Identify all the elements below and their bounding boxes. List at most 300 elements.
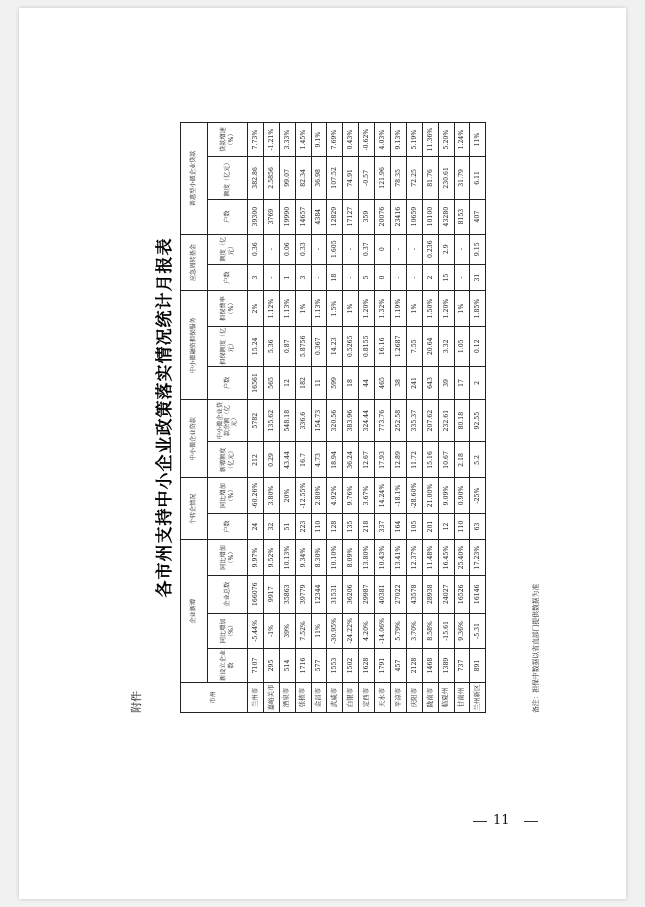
city-cell: 临夏州 <box>438 683 454 713</box>
table-cell: 4.73 <box>311 442 327 478</box>
city-cell: 张掖市 <box>295 683 311 713</box>
table-cell: 1.50% <box>422 291 438 326</box>
table-cell: 1.20% <box>438 291 454 326</box>
table-cell: -1.21% <box>263 123 279 157</box>
table-cell: 12.89 <box>391 442 407 478</box>
header-group-guarantee: 中小微融资担保服务 <box>181 291 208 399</box>
table-cell: 72.25 <box>406 157 422 199</box>
table-cell: 51 <box>279 513 295 540</box>
table-cell: 207.62 <box>422 399 438 441</box>
table-cell: 457 <box>391 648 407 682</box>
table-cell: 3.70% <box>406 613 422 648</box>
table-cell: 8.58% <box>422 613 438 648</box>
table-cell: 5.79% <box>391 613 407 648</box>
table-cell: 20076 <box>375 199 391 234</box>
table-cell: 81.76 <box>422 157 438 199</box>
table-cell: 0.43% <box>343 123 359 157</box>
table-cell: 11% <box>311 613 327 648</box>
city-cell: 金昌市 <box>311 683 327 713</box>
table-cell: 0.90% <box>454 478 470 513</box>
table-cell: 1468 <box>422 648 438 682</box>
table-cell: 154.73 <box>311 399 327 441</box>
table-cell: 336.6 <box>295 399 311 441</box>
table-cell: 223 <box>295 513 311 540</box>
city-cell: 平凉市 <box>391 683 407 713</box>
table-cell: 9.13% <box>391 123 407 157</box>
table-cell: 12829 <box>327 199 343 234</box>
table-cell: 252.58 <box>391 399 407 441</box>
table-cell: 9.76% <box>343 478 359 513</box>
table-row <box>343 123 359 713</box>
table-cell: 4.03% <box>375 123 391 157</box>
table-cell: 7107 <box>248 648 264 682</box>
table-cell: 16526 <box>454 575 470 613</box>
table-row <box>438 123 454 713</box>
table-cell: 4.92% <box>327 478 343 513</box>
table-cell: 0.29 <box>263 442 279 478</box>
table-row <box>406 123 422 713</box>
city-cell: 兰州新区 <box>470 683 486 713</box>
table-row <box>311 123 327 713</box>
table-cell: 3 <box>248 264 264 291</box>
table-cell: 5.2 <box>470 442 486 478</box>
table-cell: -18.1% <box>391 478 407 513</box>
table-cell: 218 <box>359 513 375 540</box>
table-cell: 2 <box>470 366 486 399</box>
city-cell: 白银市 <box>343 683 359 713</box>
table-cell: -28.60% <box>406 478 422 513</box>
table-cell: 1.32% <box>375 291 391 326</box>
table-cell: 16146 <box>470 575 486 613</box>
table-cell: 407 <box>470 199 486 234</box>
table-cell: 5 <box>359 264 375 291</box>
table-cell: 164 <box>391 513 407 540</box>
table-cell: - <box>406 264 422 291</box>
table-cell: 32 <box>263 513 279 540</box>
table-cell: 11.48% <box>422 540 438 575</box>
table-cell: - <box>391 234 407 264</box>
table-cell: 1.05 <box>454 326 470 366</box>
city-cell: 酒泉市 <box>279 683 295 713</box>
table-cell: 12.67 <box>359 442 375 478</box>
table-cell: 43578 <box>406 575 422 613</box>
table-cell: - <box>263 234 279 264</box>
table-cell: 2 <box>422 264 438 291</box>
table-cell: - <box>406 234 422 264</box>
table-cell: 1.13% <box>279 291 295 326</box>
table-cell: 1.605 <box>327 234 343 264</box>
table-cell: 1.2687 <box>391 326 407 366</box>
table-cell: 891 <box>470 648 486 682</box>
table-cell: 24027 <box>438 575 454 613</box>
table-cell: 10.43% <box>375 540 391 575</box>
table-cell: 39779 <box>295 575 311 613</box>
table-cell: 4.20% <box>359 613 375 648</box>
table-cell: 12.37% <box>406 540 422 575</box>
table-cell: 10.13% <box>279 540 295 575</box>
table-cell: 31.79 <box>454 157 470 199</box>
rotated-report <box>128 122 568 713</box>
table-cell: 10.10% <box>327 540 343 575</box>
table-cell: 39300 <box>248 199 264 234</box>
table-cell: 2128 <box>406 648 422 682</box>
table-cell: 0.33 <box>295 234 311 264</box>
footnote: 备注：担保中数据以省直部门提供数据为准 <box>532 583 540 713</box>
table-cell: 3 <box>295 264 311 291</box>
table-cell: 0.36 <box>248 234 264 264</box>
table-cell: 74.91 <box>343 157 359 199</box>
header-group-enterprise: 企业新增 <box>181 540 208 683</box>
table-cell: - <box>454 234 470 264</box>
page-number-dash-right <box>524 821 538 822</box>
table-cell: 1% <box>406 291 422 326</box>
table-cell: 6.11 <box>470 157 486 199</box>
column-header: 同比增加（%） <box>208 478 248 513</box>
table-cell: 12 <box>279 366 295 399</box>
table-cell: -24.22% <box>343 613 359 648</box>
table-cell: 737 <box>454 648 470 682</box>
table-cell: - <box>343 264 359 291</box>
table-cell: 548.18 <box>279 399 295 441</box>
table-cell: 2% <box>248 291 264 326</box>
table-cell: 16561 <box>248 366 264 399</box>
table-cell: 12 <box>438 513 454 540</box>
column-header: 额度（亿元） <box>208 157 248 199</box>
table-cell: 17.23% <box>470 540 486 575</box>
table-cell: -0.57 <box>359 157 375 199</box>
header-city: 市州 <box>181 683 248 713</box>
table-cell: 28938 <box>422 575 438 613</box>
table-cell: 212 <box>248 442 264 478</box>
city-cell: 甘南州 <box>454 683 470 713</box>
header-group-bridge: 应急周转基金 <box>181 234 208 291</box>
table-cell: 1.12% <box>263 291 279 326</box>
table-cell: 82.34 <box>295 157 311 199</box>
table-cell: 1.20% <box>359 291 375 326</box>
table-cell: 16.16 <box>375 326 391 366</box>
table-cell: 337 <box>375 513 391 540</box>
table-cell: -0.62% <box>359 123 375 157</box>
table-row <box>454 123 470 713</box>
table-cell: 1553 <box>327 648 343 682</box>
column-header: 户数 <box>208 513 248 540</box>
table-row <box>470 123 486 713</box>
table-cell: 107.52 <box>327 157 343 199</box>
table-cell: 3769 <box>263 199 279 234</box>
table-cell: 92.55 <box>470 399 486 441</box>
table-cell: 1502 <box>343 648 359 682</box>
table-cell: - <box>391 264 407 291</box>
header-group-inclusive: 普惠型小微企业贷款 <box>181 123 208 235</box>
table-cell: 18 <box>327 264 343 291</box>
table-cell: 135 <box>343 513 359 540</box>
table-cell: 3.67% <box>359 478 375 513</box>
table-row <box>263 123 279 713</box>
table-cell: 5.19% <box>406 123 422 157</box>
table-cell: 465 <box>375 366 391 399</box>
table-cell: 0.06 <box>279 234 295 264</box>
table-cell: 105 <box>406 513 422 540</box>
table-cell: 2.80% <box>311 478 327 513</box>
table-cell: 9.97% <box>248 540 264 575</box>
table-cell: 2.18 <box>454 442 470 478</box>
table-cell: 0.236 <box>422 234 438 264</box>
table-cell: 1.19% <box>391 291 407 326</box>
table-cell: 13.41% <box>391 540 407 575</box>
table-cell: 382.86 <box>248 157 264 199</box>
column-header: 中小微企业贷款余额（亿元） <box>208 399 248 441</box>
table-cell: 3.32 <box>438 326 454 366</box>
table-cell: 5782 <box>248 399 264 441</box>
table-cell: 232.61 <box>438 399 454 441</box>
table-cell: 3.33% <box>279 123 295 157</box>
table-cell: 643 <box>422 366 438 399</box>
table-cell: 9.09% <box>438 478 454 513</box>
table-cell: 35863 <box>279 575 295 613</box>
city-cell: 兰州市 <box>248 683 264 713</box>
table-row <box>422 123 438 713</box>
table-cell: 0.367 <box>311 326 327 366</box>
table-cell: 0 <box>375 234 391 264</box>
city-cell: 嘉峪关市 <box>263 683 279 713</box>
table-cell: 3.80% <box>263 478 279 513</box>
table-cell: - <box>263 264 279 291</box>
table-cell: 128 <box>327 513 343 540</box>
table-cell: 166076 <box>248 575 264 613</box>
table-cell: -5.44% <box>248 613 264 648</box>
report-title: 各市州支持中小企业政策落实情况统计月报表 <box>155 237 175 598</box>
table-cell: 14.24% <box>375 478 391 513</box>
table-cell: 135.62 <box>263 399 279 441</box>
table-cell: 1.13% <box>311 291 327 326</box>
column-header: 户数 <box>208 366 248 399</box>
table-cell: 359 <box>359 199 375 234</box>
table-cell: 241 <box>406 366 422 399</box>
table-cell: 320.56 <box>327 399 343 441</box>
table-cell: - <box>454 264 470 291</box>
table-cell: 14657 <box>295 199 311 234</box>
table-cell: 773.76 <box>375 399 391 441</box>
table-cell: -30.95% <box>327 613 343 648</box>
city-cell: 天水市 <box>375 683 391 713</box>
table-cell: 10.67 <box>438 442 454 478</box>
table-cell: 1791 <box>375 648 391 682</box>
header-group-individual: 个转企情况 <box>181 478 208 540</box>
table-cell: 1% <box>343 291 359 326</box>
table-cell: 44 <box>359 366 375 399</box>
table-cell: 565 <box>263 366 279 399</box>
table-cell: -1% <box>263 613 279 648</box>
table-cell: 201 <box>422 513 438 540</box>
table-cell: 17 <box>454 366 470 399</box>
table-cell: 29987 <box>359 575 375 613</box>
table-cell: 7.55 <box>406 326 422 366</box>
table-cell: 11.36% <box>422 123 438 157</box>
table-cell: 1716 <box>295 648 311 682</box>
table-cell: 14.23 <box>327 326 343 366</box>
table-cell: 9.1% <box>311 123 327 157</box>
page-number-dash-left <box>473 821 487 822</box>
table-cell: 2.9 <box>438 234 454 264</box>
table-cell: 10100 <box>422 199 438 234</box>
table-cell: 7.73% <box>248 123 264 157</box>
table-cell: 27022 <box>391 575 407 613</box>
table-cell: 36206 <box>343 575 359 613</box>
table-cell: 1.45% <box>295 123 311 157</box>
column-header: 新设立企业数 <box>208 648 248 682</box>
table-cell: 7.52% <box>295 613 311 648</box>
table-cell: 0.5265 <box>343 326 359 366</box>
table-cell: 18 <box>343 366 359 399</box>
table-cell: 9.52% <box>263 540 279 575</box>
table-cell: 40381 <box>375 575 391 613</box>
table-cell: 15.16 <box>422 442 438 478</box>
table-row <box>391 123 407 713</box>
table-cell: 5.36 <box>263 326 279 366</box>
table-cell: 43280 <box>438 199 454 234</box>
column-header: 户数 <box>208 264 248 291</box>
city-cell: 武威市 <box>327 683 343 713</box>
table-cell: 39 <box>438 366 454 399</box>
table-cell: - <box>311 234 327 264</box>
table-row <box>295 123 311 713</box>
table-cell: 21.00% <box>422 478 438 513</box>
table-cell: 577 <box>311 648 327 682</box>
table-cell: 9.36% <box>454 613 470 648</box>
table-cell: 24 <box>248 513 264 540</box>
table-cell: 0.8155 <box>359 326 375 366</box>
table-cell: 1% <box>295 291 311 326</box>
table-cell: 1% <box>454 291 470 326</box>
table-cell: 9.34% <box>295 540 311 575</box>
table-cell: 2.5856 <box>263 157 279 199</box>
table-cell: -14.06% <box>375 613 391 648</box>
table-cell: 9917 <box>263 575 279 613</box>
table-cell: 36.98 <box>311 157 327 199</box>
column-header: 担保费率（%） <box>208 291 248 326</box>
table-cell: 324.44 <box>359 399 375 441</box>
table-cell: 182 <box>295 366 311 399</box>
city-cell: 定西市 <box>359 683 375 713</box>
table-cell: 1.85% <box>470 291 486 326</box>
table-cell: 121.96 <box>375 157 391 199</box>
column-header: 新增额度（亿元） <box>208 442 248 478</box>
table-row <box>359 123 375 713</box>
table-cell: 25.40% <box>454 540 470 575</box>
table-cell: 1 <box>279 264 295 291</box>
table-cell: 17.93 <box>375 442 391 478</box>
statistics-table <box>180 122 486 713</box>
city-cell: 陇南市 <box>422 683 438 713</box>
table-cell: 12344 <box>311 575 327 613</box>
table-cell: 7.69% <box>327 123 343 157</box>
table-cell: 0.87 <box>279 326 295 366</box>
table-cell: 99.07 <box>279 157 295 199</box>
table-cell: 18.94 <box>327 442 343 478</box>
table-cell: 5.8756 <box>295 326 311 366</box>
table-cell: - <box>311 264 327 291</box>
table-cell: 16.45% <box>438 540 454 575</box>
table-cell: 15 <box>438 264 454 291</box>
table-cell: 383.96 <box>343 399 359 441</box>
table-cell: 11.72 <box>406 442 422 478</box>
table-cell: 0 <box>375 264 391 291</box>
header-group-loans: 中小微企业贷款 <box>181 399 208 478</box>
table-cell: 110 <box>311 513 327 540</box>
table-cell: 8.09% <box>343 540 359 575</box>
table-cell: -60.26% <box>248 478 264 513</box>
page-number: 11 <box>493 813 510 828</box>
table-cell: 10659 <box>406 199 422 234</box>
column-header: 企业总数 <box>208 575 248 613</box>
table-cell: 11 <box>311 366 327 399</box>
table-cell: 63 <box>470 513 486 540</box>
table-cell: 78.35 <box>391 157 407 199</box>
table-cell: 0.37 <box>359 234 375 264</box>
table-cell: 9.15 <box>470 234 486 264</box>
table-cell: 23416 <box>391 199 407 234</box>
table-cell: 16.7 <box>295 442 311 478</box>
table-cell: 15.24 <box>248 326 264 366</box>
table-cell: 110 <box>454 513 470 540</box>
table-cell: 31 <box>470 264 486 291</box>
table-cell: 1.24% <box>454 123 470 157</box>
column-header: 同比增加（%） <box>208 613 248 648</box>
table-cell: 514 <box>279 648 295 682</box>
table-cell: 20% <box>279 478 295 513</box>
table-cell: 1389 <box>438 648 454 682</box>
table-cell: 43.44 <box>279 442 295 478</box>
table-cell: 230.61 <box>438 157 454 199</box>
document-page <box>19 8 626 899</box>
table-cell: - <box>343 234 359 264</box>
column-header: 担保额度（亿元） <box>208 326 248 366</box>
table-cell: 1.5% <box>327 291 343 326</box>
column-header: 额度（亿元） <box>208 234 248 264</box>
table-cell: 17127 <box>343 199 359 234</box>
table-cell: 39% <box>279 613 295 648</box>
table-cell: 599 <box>327 366 343 399</box>
column-header: 贷款增速（%） <box>208 123 248 157</box>
table-cell: 8153 <box>454 199 470 234</box>
column-header: 同比增加（%） <box>208 540 248 575</box>
table-cell: -5.31 <box>470 613 486 648</box>
table-cell: 80.18 <box>454 399 470 441</box>
table-cell: -12.55% <box>295 478 311 513</box>
city-cell: 庆阳市 <box>406 683 422 713</box>
table-cell: 36.24 <box>343 442 359 478</box>
attachment-label: 附件 <box>130 691 143 713</box>
table-cell: 4384 <box>311 199 327 234</box>
table-cell: -15.61 <box>438 613 454 648</box>
table-cell: 5.20% <box>438 123 454 157</box>
table-cell: 20.64 <box>422 326 438 366</box>
table-cell: 0.12 <box>470 326 486 366</box>
table-row <box>375 123 391 713</box>
table-cell: 335.37 <box>406 399 422 441</box>
table-cell: 1628 <box>359 648 375 682</box>
table-row <box>279 123 295 713</box>
table-cell: 31531 <box>327 575 343 613</box>
table-cell: 295 <box>263 648 279 682</box>
table-cell: 11% <box>470 123 486 157</box>
table-row <box>248 123 264 713</box>
table-cell: -25% <box>470 478 486 513</box>
column-header: 户数 <box>208 199 248 234</box>
table-cell: 38 <box>391 366 407 399</box>
table-row <box>327 123 343 713</box>
table-cell: 13.80% <box>359 540 375 575</box>
